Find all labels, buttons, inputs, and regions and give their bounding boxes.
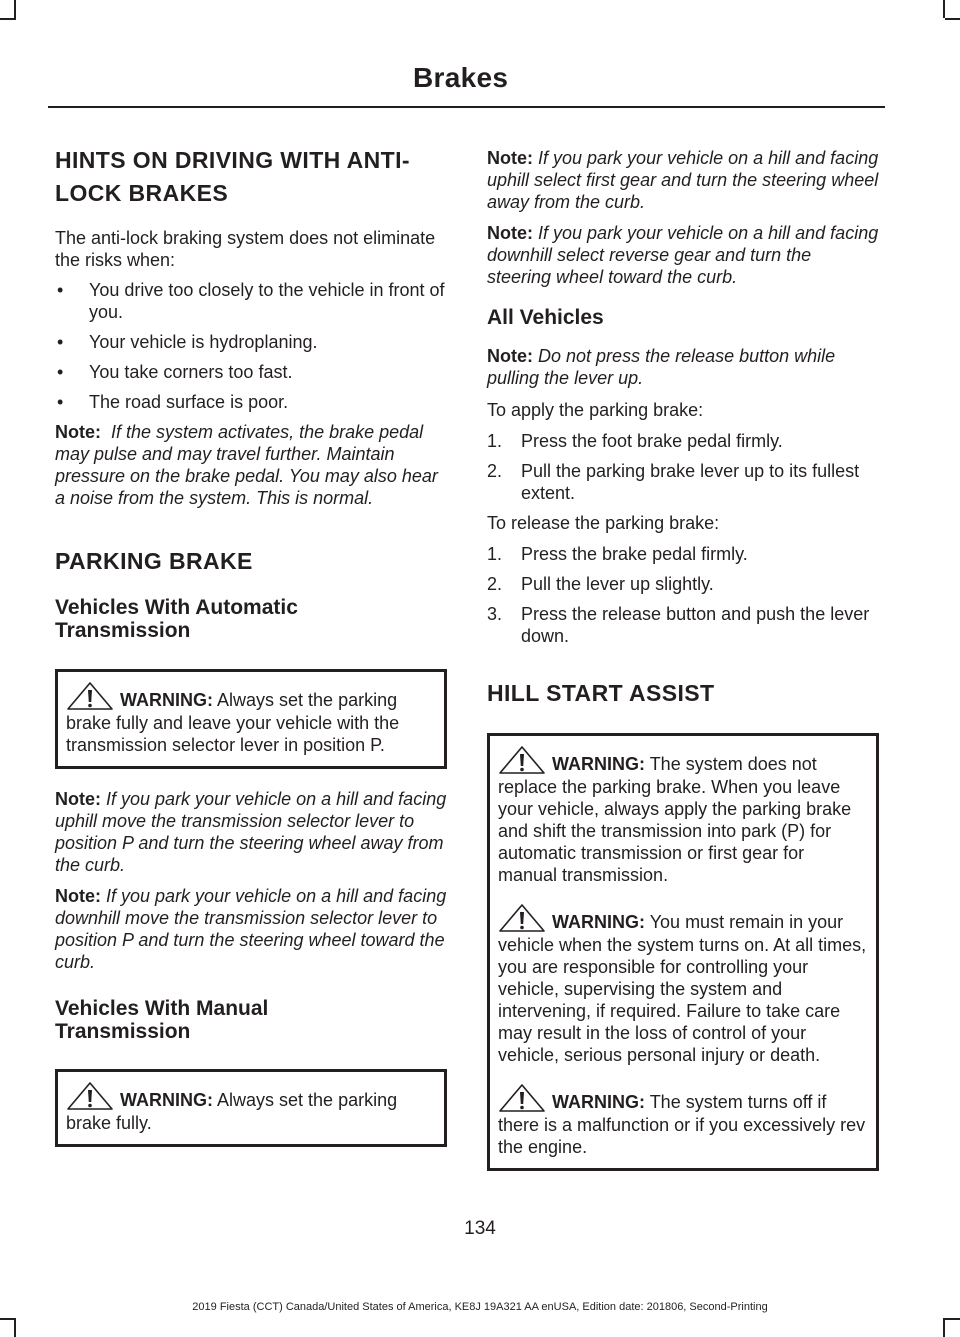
manual-note-uphill bbox=[487, 147, 879, 213]
crop-mark bbox=[0, 1318, 16, 1320]
list-item bbox=[487, 573, 879, 595]
abs-heading: HINTS ON DRIVING WITH ANTI-LOCK BRAKES bbox=[55, 147, 410, 206]
warning-triangle-icon bbox=[498, 744, 550, 776]
note-label: Note: bbox=[487, 346, 533, 366]
step-text: Press the foot brake pedal firmly. bbox=[521, 431, 783, 451]
warning-box-manual bbox=[55, 1069, 447, 1147]
warning-triangle-icon bbox=[66, 680, 118, 712]
warning-triangle-icon bbox=[498, 1082, 550, 1114]
step-number: 2. bbox=[487, 461, 503, 481]
manual-transmission-heading: Vehicles With Manual Transmission bbox=[55, 997, 269, 1043]
note-text: If you park your vehicle on a hill and facing uphill select first gear and turn the steering wheel away from the curb. bbox=[487, 148, 879, 212]
all-vehicles-heading: All Vehicles bbox=[487, 306, 604, 329]
edition-note: 2019 Fiesta (CCT) Canada/United States of America, KE8J 19A321 AA enUSA, Edition date: 201806, Second-Printing bbox=[192, 1301, 768, 1313]
note-label: Note: bbox=[55, 789, 101, 809]
crop-mark bbox=[14, 0, 16, 18]
note-label: Note: bbox=[55, 422, 101, 442]
auto-note-downhill bbox=[55, 885, 447, 973]
note-text: If you park your vehicle on a hill and facing downhill select reverse gear and turn the steering wheel toward the curb. bbox=[487, 223, 879, 287]
auto-note-uphill bbox=[55, 788, 447, 876]
warning-label: WARNING: bbox=[120, 690, 213, 710]
abs-note bbox=[55, 421, 447, 509]
automatic-transmission-heading: Vehicles With Automatic Transmission bbox=[55, 596, 298, 642]
note-text: If you park your vehicle on a hill and facing uphill move the transmission selector lever to position P and turn the steering wheel away from the curb. bbox=[55, 789, 447, 875]
warning bbox=[498, 744, 868, 886]
warning-text: The system turns off if there is a malfunction or if you excessively rev the engine. bbox=[498, 1092, 866, 1157]
crop-mark bbox=[945, 1318, 960, 1320]
warning-text: Always set the parking brake fully. bbox=[66, 1090, 398, 1133]
abs-intro: The anti-lock braking system does not eliminate the risks when: bbox=[55, 228, 436, 270]
page-number: 134 bbox=[464, 1218, 496, 1239]
warning-triangle-icon bbox=[66, 1080, 118, 1112]
step-number: 3. bbox=[487, 604, 503, 624]
list-item: • Your vehicle is hydroplaning. bbox=[55, 331, 447, 353]
warning-box-automatic bbox=[55, 669, 447, 769]
step-number: 1. bbox=[487, 544, 503, 564]
warning bbox=[498, 1082, 868, 1158]
warning-triangle-icon bbox=[498, 902, 550, 934]
note-label: Note: bbox=[487, 148, 533, 168]
header-rule bbox=[48, 106, 885, 108]
release-steps bbox=[487, 543, 879, 647]
warning bbox=[498, 902, 868, 1066]
parking-brake-heading: PARKING BRAKE bbox=[55, 548, 253, 574]
step-number: 2. bbox=[487, 574, 503, 594]
warning-label: WARNING: bbox=[552, 754, 645, 774]
warning-text: The system does not replace the parking brake. When you leave your vehicle, always apply the parking brake and shift the transmission into park (P) for automatic transmission or first gear for manual transmission. bbox=[498, 754, 852, 885]
apply-steps bbox=[487, 430, 879, 504]
crop-mark bbox=[943, 0, 945, 18]
warning-box-hill-start bbox=[487, 733, 879, 1171]
warning-text: You must remain in your vehicle when the system turns on. At all times, you are responsible for controlling your vehicle, supervising the system and intervening, if required. Failure to take care may result in the loss of control of your vehicle, serious personal injury or death. bbox=[498, 912, 867, 1065]
step-text: Press the brake pedal firmly. bbox=[521, 544, 748, 564]
warning bbox=[66, 1080, 436, 1134]
step-text: Pull the parking brake lever up to its fullest extent. bbox=[521, 461, 860, 503]
hill-start-assist-heading: HILL START ASSIST bbox=[487, 680, 715, 706]
all-vehicles-note bbox=[487, 345, 879, 389]
release-intro: To release the parking brake: bbox=[487, 513, 720, 533]
list-item bbox=[487, 430, 879, 452]
manual-note-downhill bbox=[487, 222, 879, 288]
list-item: • You take corners too fast. bbox=[55, 361, 447, 383]
note-label: Note: bbox=[487, 223, 533, 243]
note-text: If you park your vehicle on a hill and facing downhill move the transmission selector lever to position P and turn the steering wheel toward the curb. bbox=[55, 886, 447, 972]
warning-label: WARNING: bbox=[552, 912, 645, 932]
step-text: Press the release button and push the lever down. bbox=[521, 604, 870, 646]
left-column bbox=[55, 140, 447, 1147]
crop-mark bbox=[945, 18, 960, 20]
note-text: If the system activates, the brake pedal may pulse and may travel further. Maintain pressure on the brake pedal. You may also hear a noise from the system. This is normal. bbox=[55, 422, 438, 508]
list-item: • You drive too closely to the vehicle in front of you. bbox=[55, 279, 447, 323]
list-item bbox=[487, 543, 879, 565]
note-text: Do not press the release button while pulling the lever up. bbox=[487, 346, 836, 388]
warning bbox=[66, 680, 436, 756]
abs-risk-list bbox=[55, 279, 447, 413]
right-column bbox=[487, 147, 879, 1171]
crop-mark bbox=[943, 1318, 945, 1337]
warning-label: WARNING: bbox=[552, 1092, 645, 1112]
list-item bbox=[487, 603, 879, 647]
warning-text: Always set the parking brake fully and leave your vehicle with the transmission selector lever in position P. bbox=[66, 690, 400, 755]
apply-intro: To apply the parking brake: bbox=[487, 400, 704, 420]
note-label: Note: bbox=[55, 886, 101, 906]
warning-label: WARNING: bbox=[120, 1090, 213, 1110]
list-item: • The road surface is poor. bbox=[55, 391, 447, 413]
page-title: Brakes bbox=[413, 62, 509, 93]
list-item bbox=[487, 460, 879, 504]
crop-mark bbox=[0, 18, 16, 20]
step-text: Pull the lever up slightly. bbox=[521, 574, 714, 594]
step-number: 1. bbox=[487, 431, 503, 451]
crop-mark bbox=[14, 1318, 16, 1337]
